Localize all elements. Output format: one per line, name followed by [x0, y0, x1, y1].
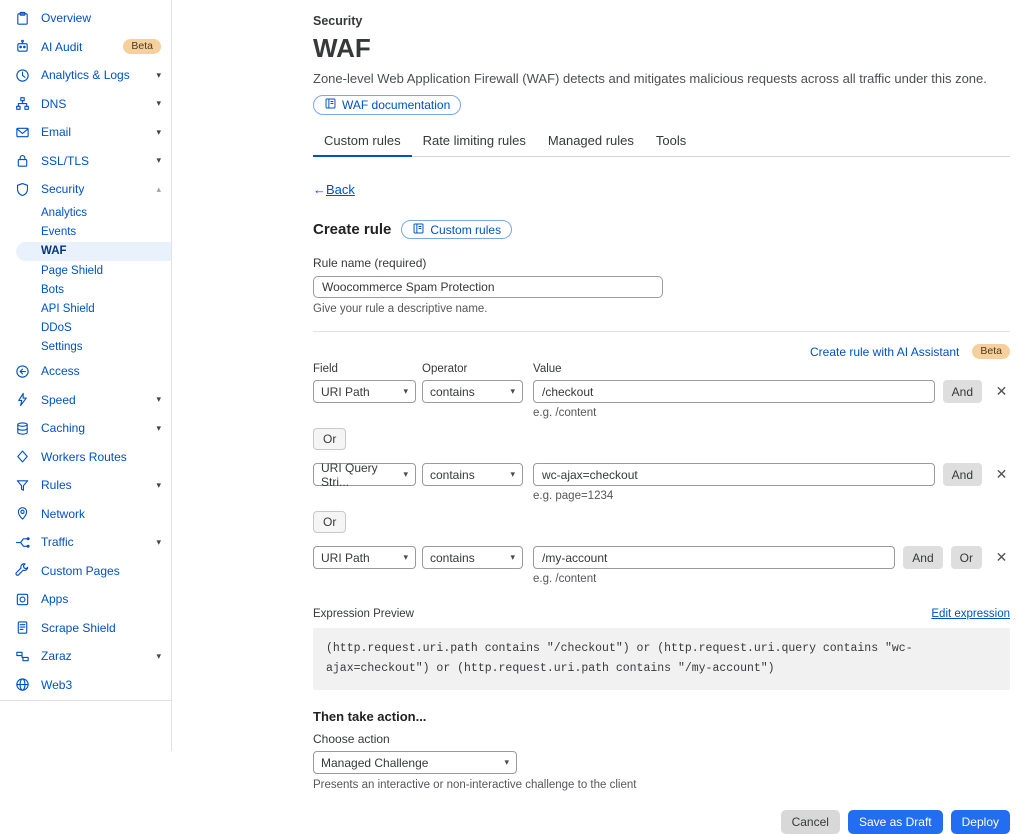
sidebar-subitem-label: API Shield: [41, 303, 95, 316]
and-button[interactable]: And: [903, 546, 942, 569]
document-icon: [14, 620, 30, 636]
close-icon[interactable]: ✕: [995, 383, 1008, 399]
chevron-down-icon: ▾: [156, 126, 161, 137]
chevron-down-icon: ▾: [403, 386, 408, 396]
value-input[interactable]: [533, 546, 895, 569]
wrench-icon: [14, 563, 30, 579]
close-icon[interactable]: ✕: [995, 549, 1008, 565]
value-column-label: Value: [533, 363, 562, 375]
chevron-down-icon: ▾: [156, 98, 161, 109]
sidebar-item-email[interactable]: [0, 118, 171, 147]
sidebar-item-zaraz[interactable]: [0, 642, 171, 671]
sidebar-item-label: Email: [41, 125, 72, 140]
section-divider: [313, 331, 1010, 332]
sidebar-nav: [0, 0, 172, 751]
chevron-down-icon: ▾: [510, 386, 515, 396]
form-footer: [313, 810, 1010, 834]
sidebar-item-label: Security: [41, 182, 85, 197]
chevron-down-icon: ▾: [510, 469, 515, 479]
sidebar-item-security-page-shield[interactable]: [0, 261, 171, 280]
apps-icon: [14, 591, 30, 607]
sidebar-item-caching[interactable]: [0, 414, 171, 443]
action-help: Presents an interactive or non-interactive challenge to the client: [313, 779, 637, 792]
field-select[interactable]: URI Path ▾: [313, 380, 416, 403]
sidebar-item-label: Workers Routes: [41, 449, 127, 464]
sidebar-subitem-label: Analytics: [41, 207, 88, 220]
action-select[interactable]: Managed Challenge ▾: [313, 751, 517, 774]
chevron-down-icon: ▾: [156, 422, 161, 433]
page-title: WAF: [313, 33, 371, 63]
page-description: Zone-level Web Application Firewall (WAF) detects and mitigates malicious requests across all traffic under this zone.: [313, 71, 987, 86]
edit-expression-link[interactable]: Edit expression: [931, 608, 1010, 620]
sidebar-item-security-waf[interactable]: [16, 242, 171, 261]
chevron-up-icon: ▴: [156, 183, 161, 194]
sidebar-item-ai-audit[interactable]: [0, 33, 171, 62]
save-as-draft-button[interactable]: Save as Draft: [848, 810, 943, 834]
tab-rate-limiting-rules[interactable]: Rate limiting rules: [422, 133, 526, 148]
sidebar-item-label: SSL/TLS: [41, 153, 90, 168]
cancel-button[interactable]: Cancel: [781, 810, 840, 834]
condition-row: [313, 460, 1010, 489]
sidebar-item-label: Web3: [41, 677, 73, 692]
rule-name-help: Give your rule a descriptive name.: [313, 303, 488, 315]
speed-icon: [14, 392, 30, 408]
expression-preview-box: (http.request.uri.path contains "/checkout") or (http.request.uri.query contains "wc-ajax=checkout") or (http.request.uri.path contains "/my-account"): [313, 628, 1010, 690]
sidebar-item-speed[interactable]: [0, 386, 171, 415]
beta-badge: Beta: [972, 344, 1010, 359]
ai-assistant-link[interactable]: Create rule with AI Assistant: [809, 344, 960, 359]
condition-row: [313, 380, 1010, 403]
sidebar-item-label: Overview: [41, 11, 92, 26]
chevron-down-icon: ▾: [156, 69, 161, 80]
value-hint: e.g. page=1234: [533, 490, 614, 502]
sidebar-item-apps[interactable]: [0, 585, 171, 614]
chevron-down-icon: ▾: [510, 552, 515, 562]
analytics-icon: [14, 67, 30, 83]
sidebar-item-label: Access: [41, 364, 80, 379]
sidebar-item-dns[interactable]: [0, 90, 171, 119]
condition-column-labels: [313, 363, 1010, 375]
sidebar-item-rules[interactable]: [0, 471, 171, 500]
sidebar-item-label: Custom Pages: [41, 563, 120, 578]
sidebar-item-security-api-shield[interactable]: [0, 299, 171, 318]
clipboard-icon: [14, 10, 30, 26]
sidebar-divider: [0, 700, 171, 701]
value-input[interactable]: [533, 463, 935, 486]
sidebar-item-label: Traffic: [41, 535, 74, 550]
sidebar-item-scrape-shield[interactable]: [0, 614, 171, 643]
sidebar-item-traffic[interactable]: [0, 528, 171, 557]
operator-column-label: Operator: [422, 363, 468, 375]
condition-row: [313, 546, 1010, 569]
expression-preview-label: Expression Preview: [313, 608, 414, 620]
caching-icon: [14, 420, 30, 436]
create-rule-heading: Create rule: [313, 221, 392, 238]
value-hint: e.g. /content: [533, 407, 597, 419]
close-icon[interactable]: ✕: [995, 466, 1008, 482]
or-button-inline[interactable]: Or: [951, 546, 982, 569]
operator-select[interactable]: contains ▾: [422, 380, 523, 403]
sidebar-item-label: Caching: [41, 421, 86, 436]
sidebar-item-security-settings[interactable]: [0, 338, 171, 357]
sidebar-item-security[interactable]: [0, 175, 171, 204]
rule-name-label: Rule name (required): [313, 256, 427, 270]
chevron-down-icon: ▾: [403, 469, 408, 479]
sidebar-subitem-label: Page Shield: [41, 264, 104, 277]
sidebar-item-security-events[interactable]: [0, 223, 171, 242]
chevron-down-icon: ▾: [156, 650, 161, 661]
value-input[interactable]: [533, 380, 935, 403]
sidebar-item-label: Scrape Shield: [41, 620, 116, 635]
field-select[interactable]: URI Path ▾: [313, 546, 416, 569]
sidebar-subitem-label: Settings: [41, 341, 83, 354]
zaraz-icon: [14, 648, 30, 664]
sidebar-item-ssl-tls[interactable]: [0, 147, 171, 176]
sidebar-item-label: Analytics & Logs: [41, 68, 130, 83]
value-hint: e.g. /content: [533, 573, 597, 585]
field-column-label: Field: [313, 363, 338, 375]
tab-custom-rules[interactable]: Custom rules: [313, 128, 412, 156]
sidebar-subitem-label: Events: [41, 226, 77, 239]
sidebar-subitem-label: DDoS: [41, 322, 72, 335]
sidebar-item-label: AI Audit: [41, 39, 83, 54]
sidebar-subitem-label: Bots: [41, 283, 65, 296]
pin-icon: [14, 506, 30, 522]
tab-bar: [313, 128, 1010, 157]
access-icon: [14, 363, 30, 379]
and-button[interactable]: And: [943, 463, 982, 486]
chevron-down-icon: ▾: [156, 479, 161, 490]
waf-documentation-button[interactable]: WAF documentation: [313, 95, 461, 115]
email-icon: [14, 124, 30, 140]
back-arrow-icon: ←: [313, 182, 326, 197]
sidebar-item-custom-pages[interactable]: [0, 557, 171, 586]
breadcrumb: Security: [313, 14, 363, 28]
globe-icon: [14, 677, 30, 693]
book-icon: [324, 97, 337, 113]
sidebar-item-label: Zaraz: [41, 649, 72, 664]
shield-icon: [14, 181, 30, 197]
operator-select[interactable]: contains ▾: [422, 463, 523, 486]
sidebar-subitem-label: WAF: [41, 245, 67, 258]
lock-icon: [14, 153, 30, 169]
chevron-down-icon: ▾: [156, 536, 161, 547]
beta-badge: Beta: [123, 39, 161, 54]
sidebar-item-label: Apps: [41, 592, 69, 607]
sidebar-item-web3[interactable]: [0, 671, 171, 700]
tab-managed-rules[interactable]: Managed rules: [547, 133, 634, 148]
sidebar-item-overview[interactable]: [0, 4, 171, 33]
sidebar-item-network[interactable]: [0, 500, 171, 529]
deploy-button[interactable]: Deploy: [951, 810, 1010, 834]
operator-select[interactable]: contains ▾: [422, 546, 523, 569]
sidebar-item-security-ddos[interactable]: [0, 319, 171, 338]
sidebar-item-label: Network: [41, 506, 86, 521]
sidebar-item-label: Rules: [41, 478, 72, 493]
book-icon: [412, 222, 425, 238]
tab-tools[interactable]: Tools: [655, 133, 687, 148]
choose-action-label: Choose action: [313, 732, 390, 747]
sidebar-item-analytics-logs[interactable]: [0, 61, 171, 90]
funnel-icon: [14, 477, 30, 493]
sidebar-item-workers-routes[interactable]: [0, 443, 171, 472]
back-link[interactable]: ← Back: [313, 182, 355, 197]
sidebar-item-label: Speed: [41, 392, 76, 407]
sidebar-item-access[interactable]: [0, 357, 171, 386]
or-button[interactable]: Or: [313, 511, 346, 533]
chevron-down-icon: ▾: [156, 394, 161, 405]
workers-icon: [14, 449, 30, 465]
dns-icon: [14, 96, 30, 112]
chevron-down-icon: ▾: [403, 552, 408, 562]
sidebar-item-security-bots[interactable]: [0, 280, 171, 299]
custom-rules-docs-button[interactable]: Custom rules: [401, 220, 512, 239]
field-select[interactable]: URI Query Stri... ▾: [313, 463, 416, 486]
and-button[interactable]: And: [943, 380, 982, 403]
main-content: [313, 0, 1010, 834]
rule-name-input[interactable]: [313, 276, 663, 298]
or-button[interactable]: Or: [313, 428, 346, 450]
sidebar-item-label: DNS: [41, 96, 67, 111]
chevron-down-icon: ▾: [156, 155, 161, 166]
action-heading: Then take action...: [313, 709, 427, 725]
traffic-icon: [14, 534, 30, 550]
robot-icon: [14, 39, 30, 55]
sidebar-item-security-analytics[interactable]: [0, 204, 171, 223]
chevron-down-icon: ▾: [504, 757, 509, 768]
